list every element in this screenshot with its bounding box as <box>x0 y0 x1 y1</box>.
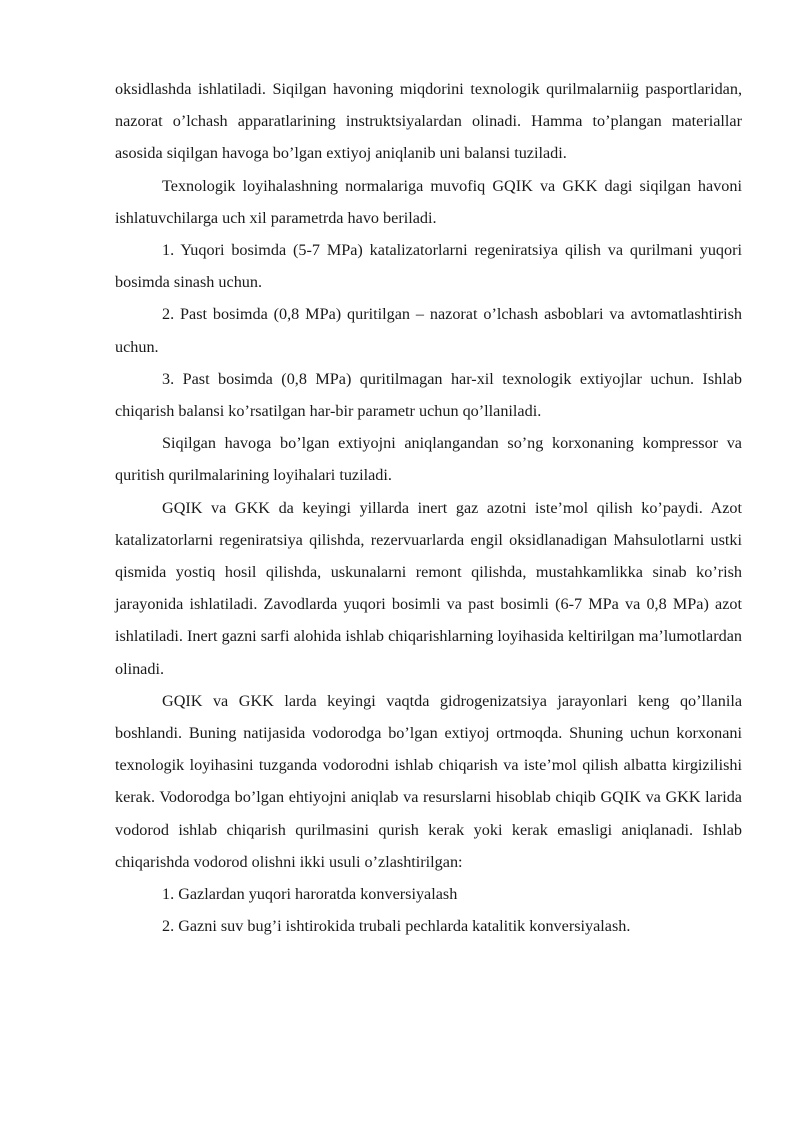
list-item-method-1: 1. Gazlardan yuqori haroratda konversiyalash <box>162 885 458 904</box>
paragraph-hydrogen: GQIK va GKK larda keyingi vaqtda gidrogenizatsiya jarayonlari keng qo’llanila boshlandi. Buning natijasida vodorodga bo’lgan extiyoj ortmoqda. Shuning uchun korxonani texnologik loyihasini tuzganda vodorodni ishlab chiqarish va iste’mol qilish albatta kirgizilishi kerak. Vodorodga bo’lgan ehtiyojni aniqlab va resurslarni hisoblab chiqib GQIK va GKK larida vodorod ishlab chiqarish qurilmasini qurish kerak yoki kerak emasligi aniqlanadi. Ishlab chiqarishda vodorod olishni ikki usuli o’zlashtirilgan: <box>115 691 742 871</box>
paragraph-param-1: 1. Yuqori bosimda (5-7 MPa) katalizatorlarni regeniratsiya qilish va qurilmani yuqori bosimda sinash uchun. <box>115 241 742 292</box>
paragraph-param-2: 2. Past bosimda (0,8 MPa) quritilgan – nazorat o’lchash asboblari va avtomatlashtirish uchun. <box>115 305 742 356</box>
paragraph-param-3: 3. Past bosimda (0,8 MPa) quritilmagan har-xil texnologik extiyojlar uchun. Ishlab chiqarish balansi ko’rsatilgan har-bir parametr uchun qo’llaniladi. <box>115 369 742 421</box>
paragraph-compressor: Siqilgan havoga bo’lgan extiyojni aniqlangandan so’ng korxonaning kompressor va quritish qurilmalarining loyihalari tuziladi. <box>115 434 742 485</box>
list-item-method-2: 2. Gazni suv bug’i ishtirokida trubali pechlarda katalitik konversiyalash. <box>162 917 631 936</box>
paragraph-nitrogen: GQIK va GKK da keyingi yillarda inert gaz azotni iste’mol qilish ko’paydi. Azot katalizatorlarni regeniratsiya qilishda, rezervuarlarda engil oksidlanadigan Mahsulotlarni ustki qismida yostiq hosil qilishda, uskunalarni remont qilishda, mustahkamlikka sinab ko’rish jarayonida ishlatiladi. Zavodlarda yuqori bosimli va past bosimli (6-7 MPa va 0,8 MPa) azot ishlatiladi. Inert gazni sarfi alohida ishlab chiqarishlarning loyihasida keltirilgan ma’lumotlardan olinadi. <box>115 498 742 678</box>
document-page <box>115 73 742 942</box>
paragraph-norms: Texnologik loyihalashning normalariga muvofiq GQIK va GKK dagi siqilgan havoni ishlatuvchilarga uch xil parametrda havo beriladi. <box>115 176 742 227</box>
paragraph-intro: oksidlashda ishlatiladi. Siqilgan havoning miqdorini texnologik qurilmalarniig pasportlaridan, nazorat o’lchash apparatlarining instruktsiyalardan olinadi. Hamma to’plangan materiallar asosida siqilgan havoga bo’lgan extiyoj aniqlanib uni balansi tuziladi. <box>115 80 742 163</box>
